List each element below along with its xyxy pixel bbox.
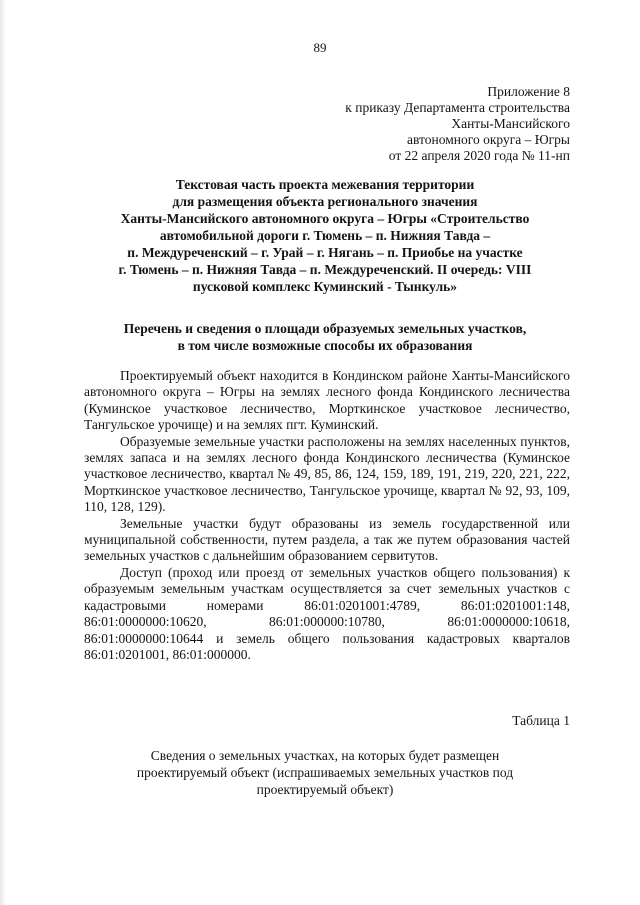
page-number: 89	[313, 40, 327, 55]
appendix-line: Ханты-Мансийского	[451, 116, 570, 131]
appendix-line: автономного округа – Югры	[407, 132, 570, 147]
table-caption	[80, 747, 570, 798]
paragraph-land-categories: Образуемые земельные участки расположены на землях населенных пунктов, землях запаса и на землях лесного фонда Кондинского лесничества (Куминское участковое лесничество, квартал № 49, 85, 86, 124, 159, 189, 191, 219, 220, 221, 222, Морткинское участковое лесничество, Тангульское урочище, квартал № 92, 93, 109, 110, 128, 129).	[84, 433, 570, 515]
section-heading	[80, 320, 570, 354]
title-line: г. Тюмень – п. Нижняя Тавда – п. Междуреченский. II очередь: VIII	[118, 262, 532, 277]
appendix-line: Приложение 8	[487, 84, 570, 99]
appendix-line: от 22 апреля 2020 года № 11-нп	[388, 148, 570, 163]
paragraph-location: Проектируемый объект находится в Кондинском районе Ханты-Мансийского автономного округа – Югры на землях лесного фонда Кондинского лесничества (Куминское участковое лесничество, Морткинское участковое лесничество, Тангульское урочище) и на землях пгт. Куминский.	[84, 368, 570, 433]
title-line: автомобильной дороги г. Тюмень – п. Нижняя Тавда –	[159, 228, 491, 243]
caption-line: Сведения о земельных участках, на которых будет размещен	[150, 748, 500, 763]
caption-line: проектируемый объект)	[256, 782, 394, 797]
caption-line: проектируемый объект (испрашиваемых земельных участков под	[136, 765, 514, 780]
appendix-line: к приказу Департамента строительства	[345, 100, 570, 115]
appendix-header	[240, 84, 570, 164]
table-label: Таблица 1	[512, 713, 570, 728]
title-line: пусковой комплекс Куминский - Тынкуль»	[192, 279, 458, 294]
paragraph-formation-method: Земельные участки будут образованы из земель государственной или муниципальной собственности, путем раздела, а так же путем образования частей земельных участков с дальнейшим образованием сервитутов.	[84, 515, 570, 564]
title-line: Текстовая часть проекта межевания территории	[175, 177, 475, 192]
body-text	[84, 368, 570, 663]
section-heading-line: Перечень и сведения о площади образуемых земельных участков,	[123, 321, 527, 336]
paragraph-access: Доступ (проход или проезд от земельных участков общего пользования) к образуемым земельным участкам осуществляется за счет земельных участков с кадастровыми номерами 86:01:0201001:4789, 86:01:0201001:148, 86:01:0000000:10620, 86:01:000000:10780, 86:01:0000000:10618, 86:01:0000000:10644 и земель общего пользования кадастровых кварталов 86:01:0201001, 86:01:000000.	[84, 564, 570, 662]
title-line: Ханты-Мансийского автономного округа – Югры «Строительство	[120, 211, 530, 226]
title-line: п. Междуреченский – г. Урай – г. Нягань – п. Приобье на участке	[127, 245, 523, 260]
document-title	[80, 176, 570, 295]
section-heading-line: в том числе возможные способы их образования	[177, 338, 473, 353]
scan-binding-edge	[0, 0, 6, 905]
title-line: для размещения объекта регионального значения	[172, 194, 478, 209]
